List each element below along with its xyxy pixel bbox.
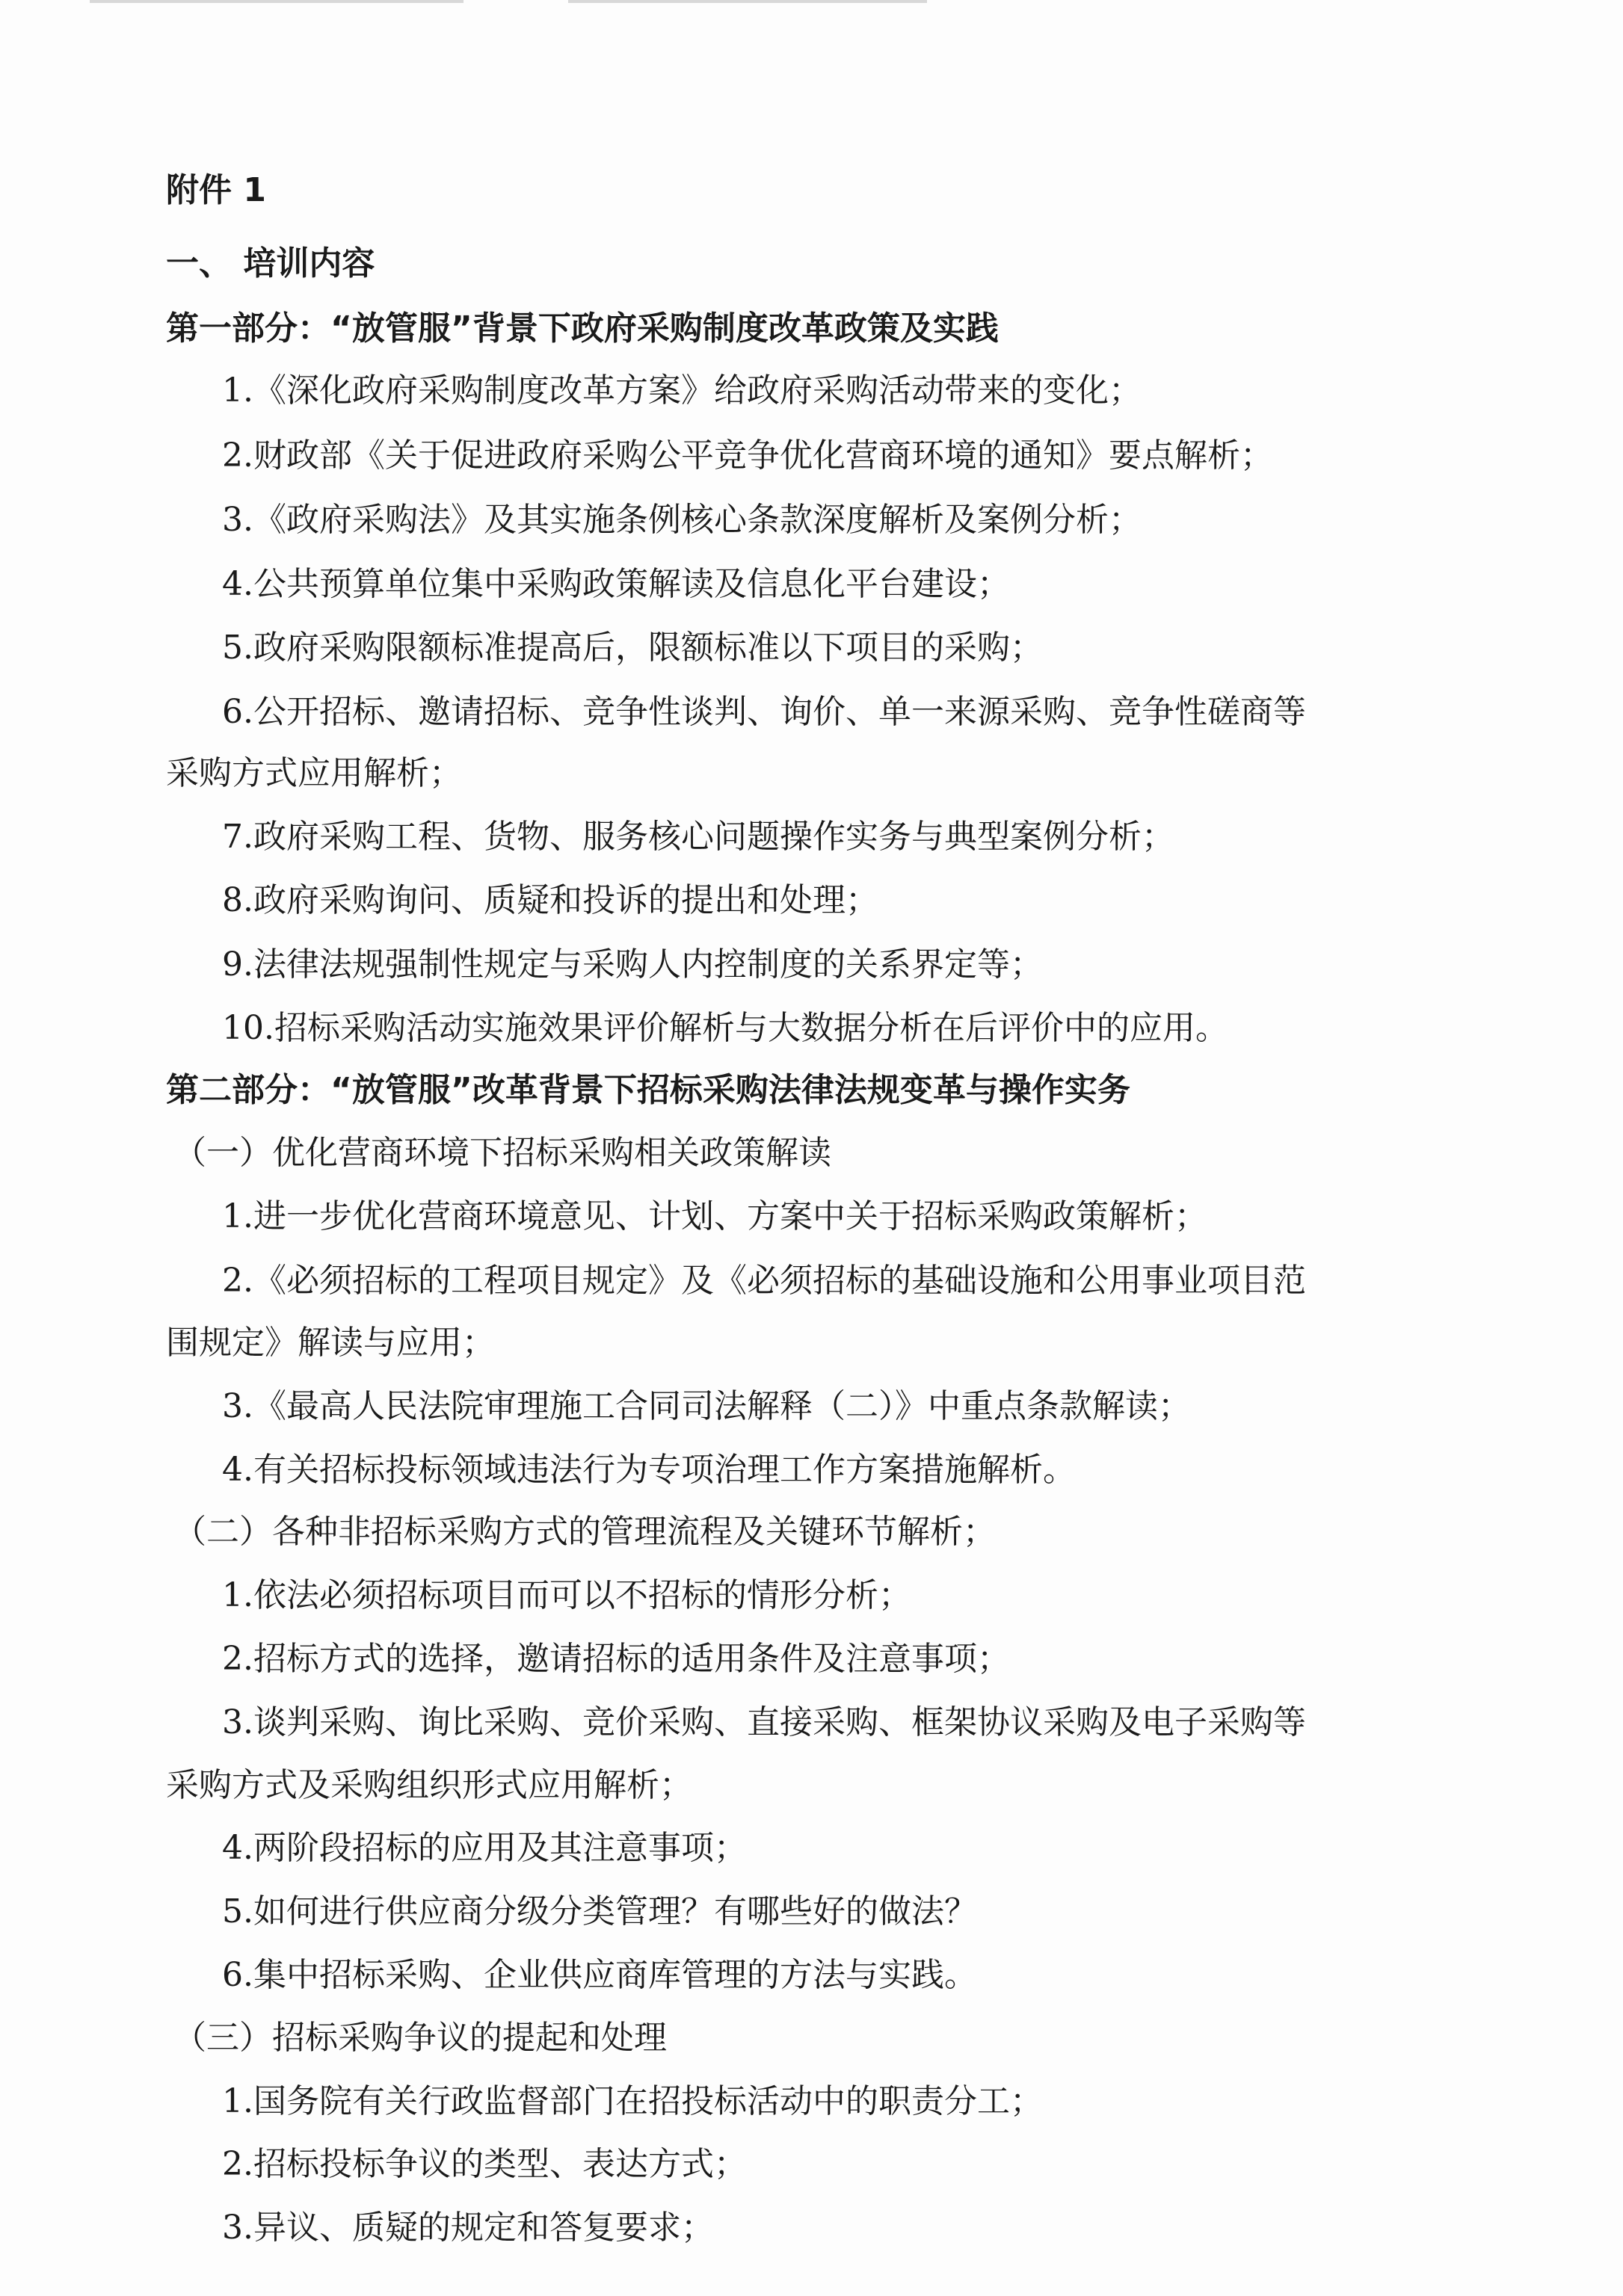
list-item: 6.公开招标、邀请招标、竞争性谈判、询价、单一来源采购、竞争性磋商等 bbox=[222, 693, 1306, 731]
list-item: 1.依法必须招标项目而可以不招标的情形分析； bbox=[222, 1576, 911, 1614]
list-item: 1.进一步优化营商环境意见、计划、方案中关于招标采购政策解析； bbox=[222, 1197, 1207, 1235]
list-item: 2.招标方式的选择，邀请招标的适用条件及注意事项； bbox=[222, 1640, 1010, 1678]
section-title: 一、 培训内容 bbox=[166, 244, 375, 283]
list-item: 10.招标采购活动实施效果评价解析与大数据分析在后评价中的应用。 bbox=[222, 1009, 1228, 1047]
list-item: 1.国务院有关行政监督部门在招投标活动中的职责分工； bbox=[222, 2082, 1043, 2120]
list-item: 6.集中招标采购、企业供应商库管理的方法与实践。 bbox=[222, 1956, 977, 1994]
list-item: 3.《政府采购法》及其实施条例核心条款深度解析及案例分析； bbox=[222, 501, 1142, 539]
attachment-label: 附件 1 bbox=[166, 171, 266, 209]
list-item-continuation: 围规定》解读与应用； bbox=[166, 1324, 495, 1362]
part2-title: 第二部分：“放管服”改革背景下招标采购法律法规变革与操作实务 bbox=[166, 1071, 1130, 1109]
list-item: 3.谈判采购、询比采购、竞价采购、直接采购、框架协议采购及电子采购等 bbox=[222, 1703, 1306, 1741]
list-item: 2.《必须招标的工程项目规定》及《必须招标的基础设施和公用事业项目范 bbox=[222, 1262, 1306, 1300]
list-item-continuation: 采购方式应用解析； bbox=[166, 754, 462, 792]
part1-title: 第一部分：“放管服”背景下政府采购制度改革政策及实践 bbox=[166, 309, 999, 348]
subsection-title: （三）招标采购争议的提起和处理 bbox=[173, 2019, 667, 2057]
scan-artifact bbox=[90, 0, 464, 3]
list-item: 2.财政部《关于促进政府采购公平竞争优化营商环境的通知》要点解析； bbox=[222, 436, 1273, 475]
subsection-title: （一）优化营商环境下招标采购相关政策解读 bbox=[173, 1134, 831, 1172]
subsection-title: （二）各种非招标采购方式的管理流程及关键环节解析； bbox=[173, 1513, 996, 1551]
scan-artifact bbox=[568, 0, 927, 3]
list-item: 4.有关招标投标领域违法行为专项治理工作方案措施解析。 bbox=[222, 1451, 1076, 1489]
list-item: 3.《最高人民法院审理施工合同司法解释（二）》中重点条款解读； bbox=[222, 1387, 1191, 1425]
list-item: 9.法律法规强制性规定与采购人内控制度的关系界定等； bbox=[222, 945, 1043, 984]
list-item: 1.《深化政府采购制度改革方案》给政府采购活动带来的变化； bbox=[222, 371, 1142, 410]
list-item: 3.异议、质疑的规定和答复要求； bbox=[222, 2209, 714, 2247]
list-item: 5.政府采购限额标准提高后，限额标准以下项目的采购； bbox=[222, 629, 1043, 667]
list-item: 4.公共预算单位集中采购政策解读及信息化平台建设； bbox=[222, 565, 1010, 603]
list-item-continuation: 采购方式及采购组织形式应用解析； bbox=[166, 1766, 692, 1804]
list-item: 2.招标投标争议的类型、表达方式； bbox=[222, 2145, 747, 2183]
list-item: 4.两阶段招标的应用及其注意事项； bbox=[222, 1829, 747, 1867]
list-item: 8.政府采购询问、质疑和投诉的提出和处理； bbox=[222, 881, 878, 919]
list-item: 7.政府采购工程、货物、服务核心问题操作实务与典型案例分析； bbox=[222, 818, 1174, 856]
list-item: 5.如何进行供应商分级分类管理？有哪些好的做法？ bbox=[222, 1892, 977, 1931]
